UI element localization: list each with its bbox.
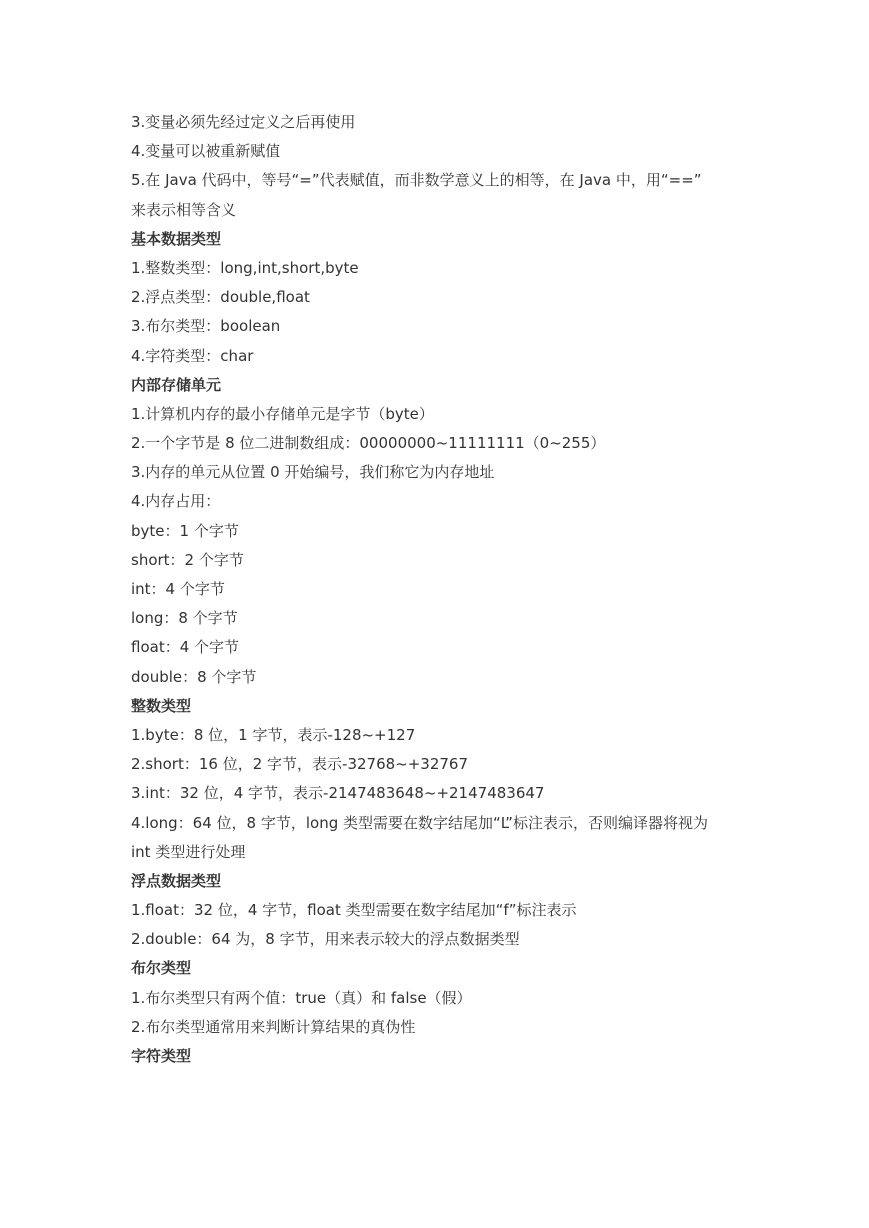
text-line: 1.布尔类型只有两个值：true（真）和 false（假）: [131, 988, 472, 1007]
section-heading: 布尔类型: [131, 959, 192, 978]
text-line: 来表示相等含义: [131, 200, 237, 219]
text-line: 3.布尔类型：boolean: [131, 317, 281, 336]
document-page: [131, 108, 751, 1071]
text-line: 1.float：32 位，4 字节，float 类型需要在数字结尾加“f”标注表示: [131, 901, 577, 920]
section-heading: 整数类型: [131, 696, 192, 715]
text-line: int 类型进行处理: [131, 842, 246, 861]
text-line: 1.整数类型：long,int,short,byte: [131, 258, 359, 277]
text-line: 2.short：16 位，2 字节，表示-32768~+32767: [131, 755, 469, 774]
text-line: 4.long：64 位，8 字节，long 类型需要在数字结尾加“L”标注表示，否则编译器将视为: [131, 813, 708, 832]
text-line: 3.变量必须先经过定义之后再使用: [131, 113, 356, 131]
text-line: short：2 个字节: [131, 550, 244, 569]
text-line: 3.int：32 位，4 字节，表示-2147483648~+2147483647: [131, 784, 545, 803]
text-line: 3.内存的单元从位置 0 开始编号，我们称它为内存地址: [131, 463, 495, 482]
text-line: byte：1 个字节: [131, 521, 239, 540]
text-line: float：4 个字节: [131, 638, 240, 657]
text-line: 1.计算机内存的最小存储单元是字节（byte）: [131, 404, 434, 423]
section-heading: 字符类型: [131, 1047, 192, 1065]
text-line: int：4 个字节: [131, 580, 225, 598]
section-heading: 基本数据类型: [131, 229, 222, 248]
text-line: long：8 个字节: [131, 609, 238, 628]
text-line: double：8 个字节: [131, 667, 257, 686]
text-line: 2.浮点类型：double,float: [131, 288, 310, 307]
text-line: 1.byte：8 位，1 字节，表示-128~+127: [131, 725, 416, 744]
section-heading: 内部存储单元: [131, 375, 222, 394]
text-line: 4.字符类型：char: [131, 346, 254, 365]
text-line: 4.变量可以被重新赋值: [131, 142, 281, 161]
text-line: 4.内存占用：: [131, 492, 221, 511]
text-line: 2.布尔类型通常用来判断计算结果的真伪性: [131, 1017, 416, 1036]
section-heading: 浮点数据类型: [131, 871, 222, 890]
text-line: 2.一个字节是 8 位二进制数组成：00000000~11111111（0~255）: [131, 434, 606, 453]
text-line: 2.double：64 为，8 字节，用来表示较大的浮点数据类型: [131, 930, 520, 949]
text-line: 5.在 Java 代码中，等号“=”代表赋值，而非数学意义上的相等，在 Java 中，用“==”: [131, 171, 702, 190]
